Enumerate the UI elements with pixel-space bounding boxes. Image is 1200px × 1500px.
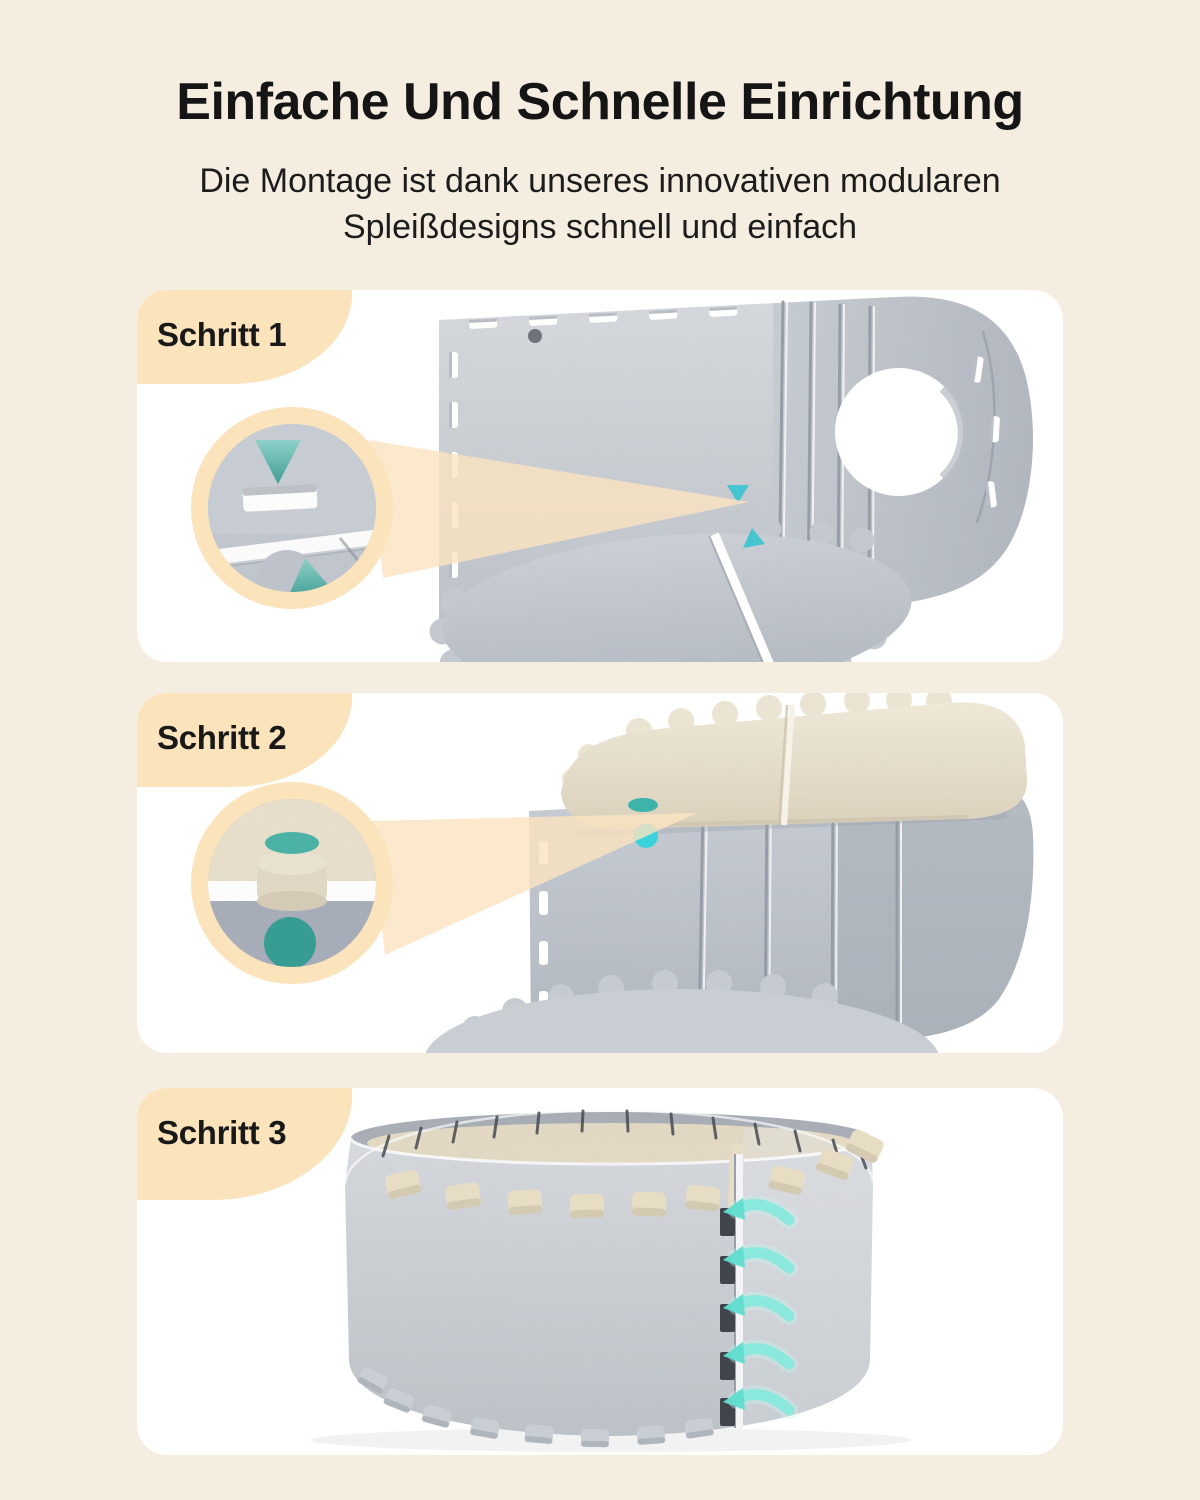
page-subtitle xyxy=(0,158,1200,250)
step-1-label: Schritt 1 xyxy=(157,316,287,353)
lid-panel xyxy=(557,693,1037,833)
magnifier-callout xyxy=(187,407,400,610)
magnifier-callout xyxy=(191,782,397,984)
hanging-hole xyxy=(528,329,542,343)
step-2-card xyxy=(137,693,1063,1053)
entry-hole xyxy=(835,368,963,496)
assembled-bed xyxy=(337,1108,887,1447)
step-3-card xyxy=(137,1088,1063,1455)
step-1-card xyxy=(137,290,1063,662)
subtitle-line-1: Die Montage ist dank unseres innovativen modularen xyxy=(199,162,1001,200)
page-title: Einfache Und Schnelle Einrichtung xyxy=(176,73,1024,131)
step-2-label: Schritt 2 xyxy=(157,719,287,756)
subtitle-line-2: Spleißdesigns schnell und einfach xyxy=(342,208,858,246)
step-3-label: Schritt 3 xyxy=(157,1114,287,1151)
